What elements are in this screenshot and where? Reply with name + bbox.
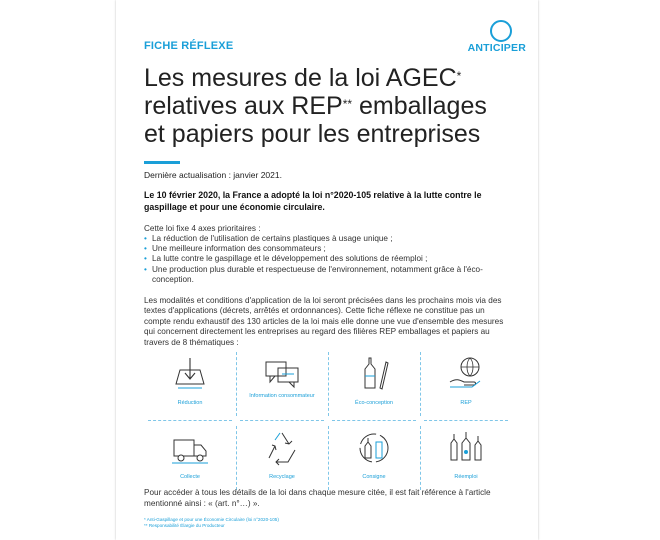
anticiper-logo	[434, 20, 526, 54]
closing-paragraph: Pour accéder à tous les détails de la loi dans chaque mesure citée, il est fait référence à l'article mentionné ainsi : « (art. n°…) ».	[144, 488, 491, 508]
theme-label: Réemploi	[454, 474, 478, 480]
intro-text: Cette loi fixe 4 axes prioritaires :	[144, 224, 261, 233]
list-item: • La réduction de l'utilisation de certains plastiques à usage unique ;	[144, 234, 524, 244]
collection-truck-icon	[170, 428, 210, 466]
logo-text: ANTICIPER	[467, 42, 526, 54]
list-item: • Une meilleure information des consommateurs ;	[144, 244, 524, 254]
theme-collection	[144, 424, 236, 494]
body-paragraph: Les modalités et conditions d'application de la loi seront précisées dans les prochains mois via des textes d'applications (décrets, arrêtés et ordonnances). Cette fiche réflexe ne constitue pas un compte rendu exhaustif des 130 articles de la loi mais elle donne une vue d'ensemble des mesures qui concernent directement les entreprises au regard des filières REP emballages et papiers au travers de 8 thématiques :	[144, 296, 504, 347]
magnifier-icon	[490, 20, 512, 42]
lead-paragraph: Le 10 février 2020, la France a adopté la loi n°2020-105 relative à la lutte contre le gaspillage et pour une économie circulaire.	[144, 190, 482, 212]
footnotes	[144, 517, 279, 529]
theme-reuse	[420, 424, 512, 494]
theme-label: Éco-conception	[355, 400, 393, 406]
accent-rule	[144, 161, 180, 164]
theme-label: Consigne	[362, 474, 386, 480]
title-mark-2: **	[342, 97, 353, 111]
priority-list	[144, 234, 524, 285]
list-item: • Une production plus durable et respectueuse de l'environnement, notamment grâce à l'éco-conception.	[144, 265, 524, 285]
document-type-tag: FICHE RÉFLEXE	[144, 40, 234, 52]
theme-information	[236, 350, 328, 420]
recycling-icon	[262, 428, 302, 466]
theme-label: REP	[460, 400, 472, 406]
rep-icon	[446, 354, 486, 392]
list-item: • La lutte contre le gaspillage et le développement des solutions de réemploi ;	[144, 254, 524, 264]
theme-eco-design	[328, 350, 420, 420]
update-date: Dernière actualisation : janvier 2021.	[144, 170, 282, 180]
theme-recycling	[236, 424, 328, 494]
themes-grid	[144, 350, 512, 494]
title-line2-rest: emballages	[352, 92, 487, 120]
document-page	[116, 0, 538, 540]
page-title	[144, 64, 534, 148]
reduction-icon	[170, 354, 210, 392]
theme-deposit	[328, 424, 420, 494]
theme-reduction	[144, 350, 236, 420]
footnote: * Anti-Gaspillage et pour une Économie Circulaire (loi n°2020-105)	[144, 517, 279, 522]
theme-label: Recyclage	[269, 474, 295, 480]
eco-design-icon	[354, 354, 394, 392]
theme-rep	[420, 350, 512, 420]
footnote: ** Responsabilité Élargie du Producteur	[144, 523, 225, 528]
theme-label: Collecte	[180, 474, 200, 480]
reuse-icon	[446, 428, 486, 466]
title-line2: relatives aux REP	[144, 92, 343, 120]
title-line1: Les mesures de la loi AGEC	[144, 64, 457, 92]
title-mark-1: *	[456, 69, 462, 83]
title-line3: et papiers pour les entreprises	[144, 120, 481, 148]
theme-label: Information consommateur	[249, 393, 315, 399]
information-icon	[262, 354, 302, 392]
deposit-icon	[354, 428, 394, 466]
theme-label: Réduction	[177, 400, 203, 406]
